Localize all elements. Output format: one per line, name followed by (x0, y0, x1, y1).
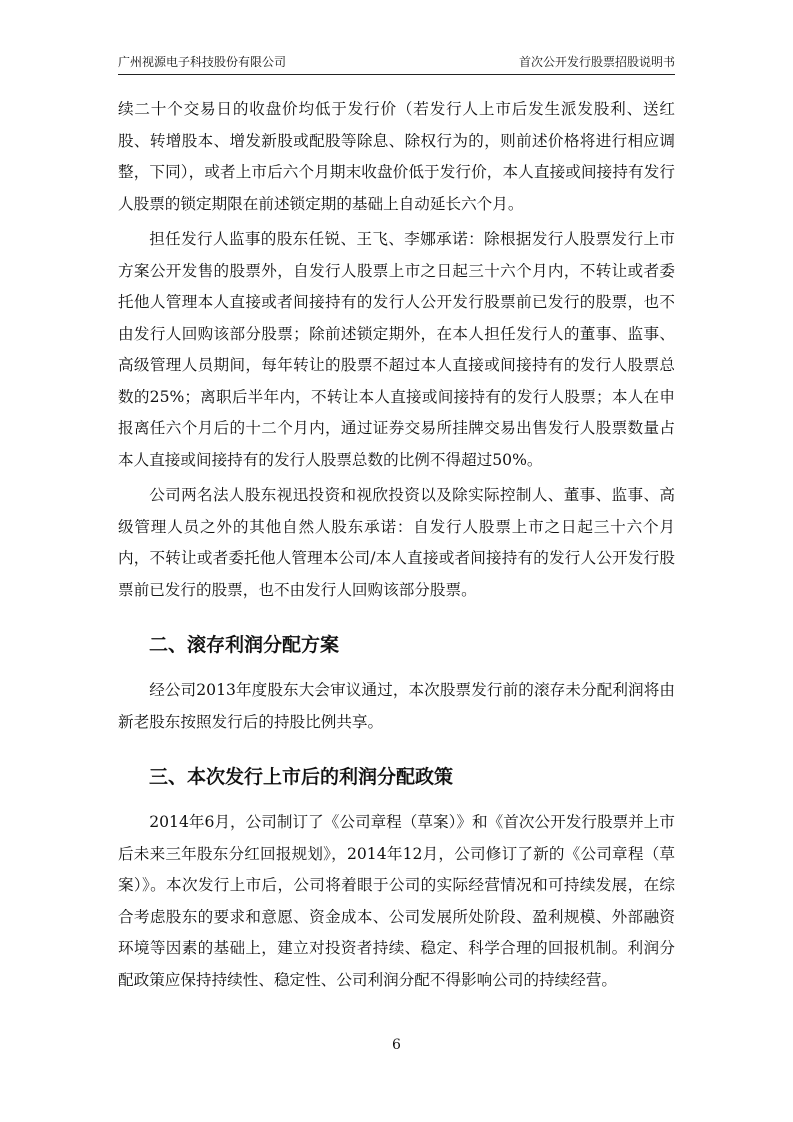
paragraph-supervisor-commitment: 担任发行人监事的股东任锐、王飞、李娜承诺：除根据发行人股票发行上市方案公开发售的股票外，自发行人股票上市之日起三十六个月内，不转让或者委托他人管理本人直接或者间接持有的发行人公开发行股票前已发行的股票，也不由发行人回购该部分股票；除前述锁定期外，在本人担任发行人的董事、监事、高级管理人员期间，每年转让的股票不超过本人直接或间接持有的发行人股票总数的25%；离职后半年内，不转让本人直接或间接持有的发行人股票；本人在申报离任六个月后的十二个月内，通过证券交易所挂牌交易出售发行人股票数量占本人直接或间接持有的发行人股票总数的比例不得超过50%。 (118, 230, 675, 469)
section-heading-dividend-policy: 三、本次发行上市后的利润分配政策 (149, 766, 454, 788)
paragraph-lockup-extension: 续二十个交易日的收盘价均低于发行价（若发行人上市后发生派发股利、送红股、转增股本、增发新股或配股等除息、除权行为的，则前述价格将进行相应调整，下同），或者上市后六个月期末收盘价低于发行价，本人直接或间接持有发行人股票的锁定期限在前述锁定期的基础上自动延长六个月。 (118, 100, 675, 213)
section-heading-retained-profits: 二、滚存利润分配方案 (149, 634, 340, 656)
header-document-title: 首次公开发行股票招股说明书 (518, 55, 675, 69)
paragraph-other-shareholders-commitment: 公司两名法人股东视迅投资和视欣投资以及除实际控制人、董事、监事、高级管理人员之外的其他自然人股东承诺：自发行人股票上市之日起三十六个月内，不转让或者委托他人管理本公司/本人直接或者间接持有的发行人公开发行股票前已发行的股票，也不由发行人回购该部分股票。 (118, 486, 675, 599)
header-company-name: 广州视源电子科技股份有限公司 (118, 55, 287, 69)
page-header (118, 52, 675, 72)
header-divider (118, 74, 675, 75)
paragraph-dividend-policy: 2014年6月，公司制订了《公司章程（草案）》和《首次公开发行股票并上市后未来三年股东分红回报规划》，2014年12月，公司修订了新的《公司章程（草案）》。本次发行上市后，公司将着眼于公司的实际经营情况和可持续发展，在综合考虑股东的要求和意愿、资金成本、公司发展所处阶段、盈利规模、外部融资环境等因素的基础上，建立对投资者持续、稳定、科学合理的回报机制。利润分配政策应保持持续性、稳定性、公司利润分配不得影响公司的持续经营。 (118, 813, 675, 989)
page-body (118, 94, 675, 996)
page-number: 6 (392, 1037, 401, 1053)
paragraph-retained-profits: 经公司2013年度股东大会审议通过，本次股票发行前的滚存未分配利润将由新老股东按照发行后的持股比例共享。 (118, 681, 675, 731)
